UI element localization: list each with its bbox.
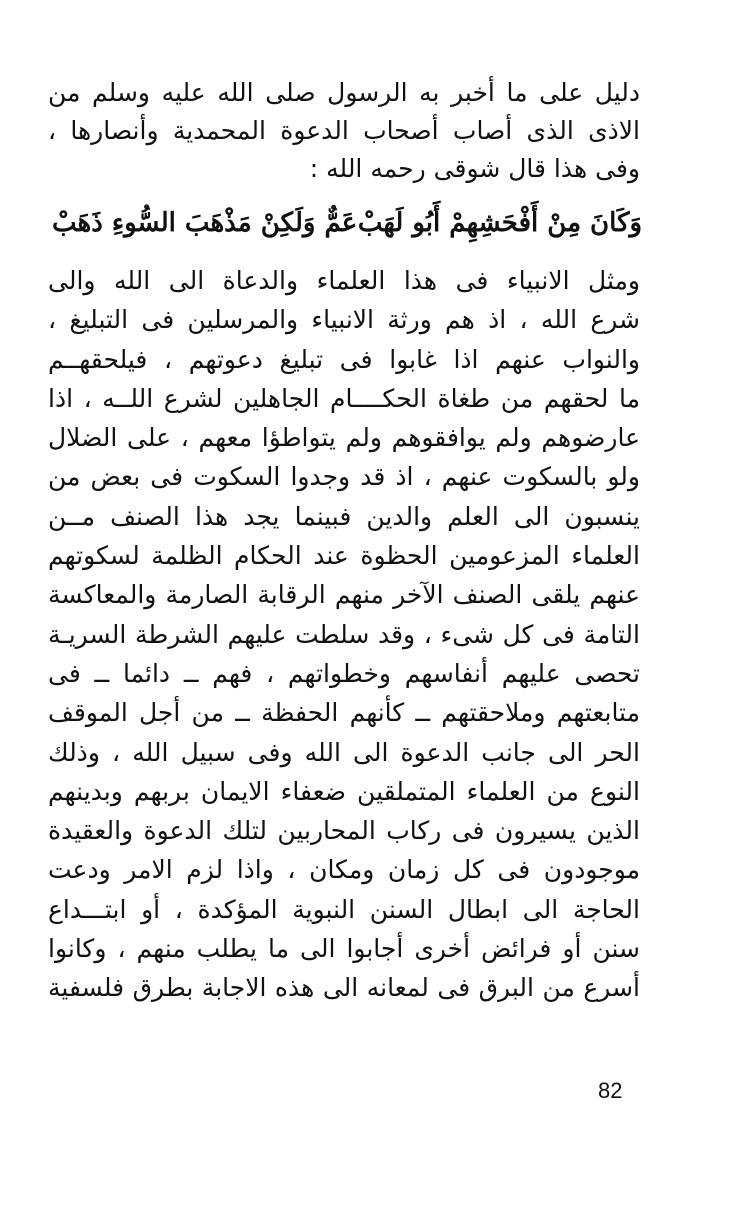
body-line: النوع من العلماء المتملقين ضعفاء الايمان بربهم وبدينهم	[48, 776, 640, 806]
body-line: التامة فى كل شىء ، وقد سلطت عليهم الشرطة السريـة	[48, 619, 640, 649]
body-line: ينسبون الى العلم والدين فبينما يجد هذا الصنف مــن	[48, 501, 640, 531]
body-line: الحاجة الى ابطال السنن النبوية المؤكدة ، أو ابتـــداع	[48, 894, 640, 924]
intro-line: الاذى الذى أصاب أصحاب الدعوة المحمدية وأنصارها ،	[48, 116, 640, 145]
page-number: 82	[598, 1078, 623, 1103]
body-line: سنن أو فرائض أخرى أجابوا الى ما يطلب منهم ، وكانوا	[48, 934, 640, 964]
body-line: ولو بالسكوت عنهم ، اذ قد وجدوا السكوت فى بعض من	[48, 462, 640, 492]
body-line: تحصى عليهم أنفاسهم وخطواتهم ، فهم ــ دائما ــ فى	[48, 658, 640, 688]
poem-hemistich-first: وَكَانَ مِنْ أَفْحَشِهِمْ أَبُو لَهَبْ	[357, 208, 642, 238]
body-line: العلماء المزعومين الحظوة عند الحكام الظلمة لسكوتهم	[48, 541, 640, 571]
body-line: الذين يسيرون فى ركاب المحاربين لتلك الدعوة والعقيدة	[48, 816, 640, 846]
body-line: عنهم يلقى الصنف الآخر منهم الرقابة الصارمة والمعاكسة	[48, 580, 640, 610]
intro-line: دليل على ما أخبر به الرسول صلى الله عليه وسلم من	[48, 78, 640, 107]
body-line: أسرع من البرق فى لمعانه الى هذه الاجابة بطرق فلسفية	[48, 973, 640, 1003]
body-line: شرع الله ، اذ هم ورثة الانبياء والمرسلين فى التبليغ ،	[48, 305, 640, 335]
intro-paragraph	[48, 74, 640, 188]
poem-verse	[52, 200, 642, 246]
body-line: ومثل الانبياء فى هذا العلماء والدعاة الى الله والى	[48, 266, 640, 295]
body-line: متابعتهم وملاحقتهم ــ كأنهم الحفظة ــ من أجل الموقف	[48, 698, 640, 728]
body-line: الحر الى جانب الدعوة الى الله وفى سبيل الله ، وذلك	[48, 737, 640, 767]
body-line: عارضوهم ولم يوافقوهم ولم يتواطؤا معهم ، على الضلال	[48, 423, 640, 453]
body-line: ما لحقهم من طغاة الحكــــام الجاهلين لشرع اللــه ، اذا	[48, 383, 640, 413]
body-line: والنواب عنهم اذا غابوا فى تبليغ دعوتهم ، فيلحقهــم	[48, 344, 640, 374]
poem-hemistich-second: عَمٌّ وَلَكِنْ مَذْهَبَ السُّوءِ ذَهَبْ	[52, 208, 358, 238]
intro-line: وفى هذا قال شوقى رحمه الله :	[309, 154, 640, 183]
body-line: موجودون فى كل زمان ومكان ، واذا لزم الامر ودعت	[48, 855, 640, 885]
body-paragraph	[48, 261, 640, 1008]
